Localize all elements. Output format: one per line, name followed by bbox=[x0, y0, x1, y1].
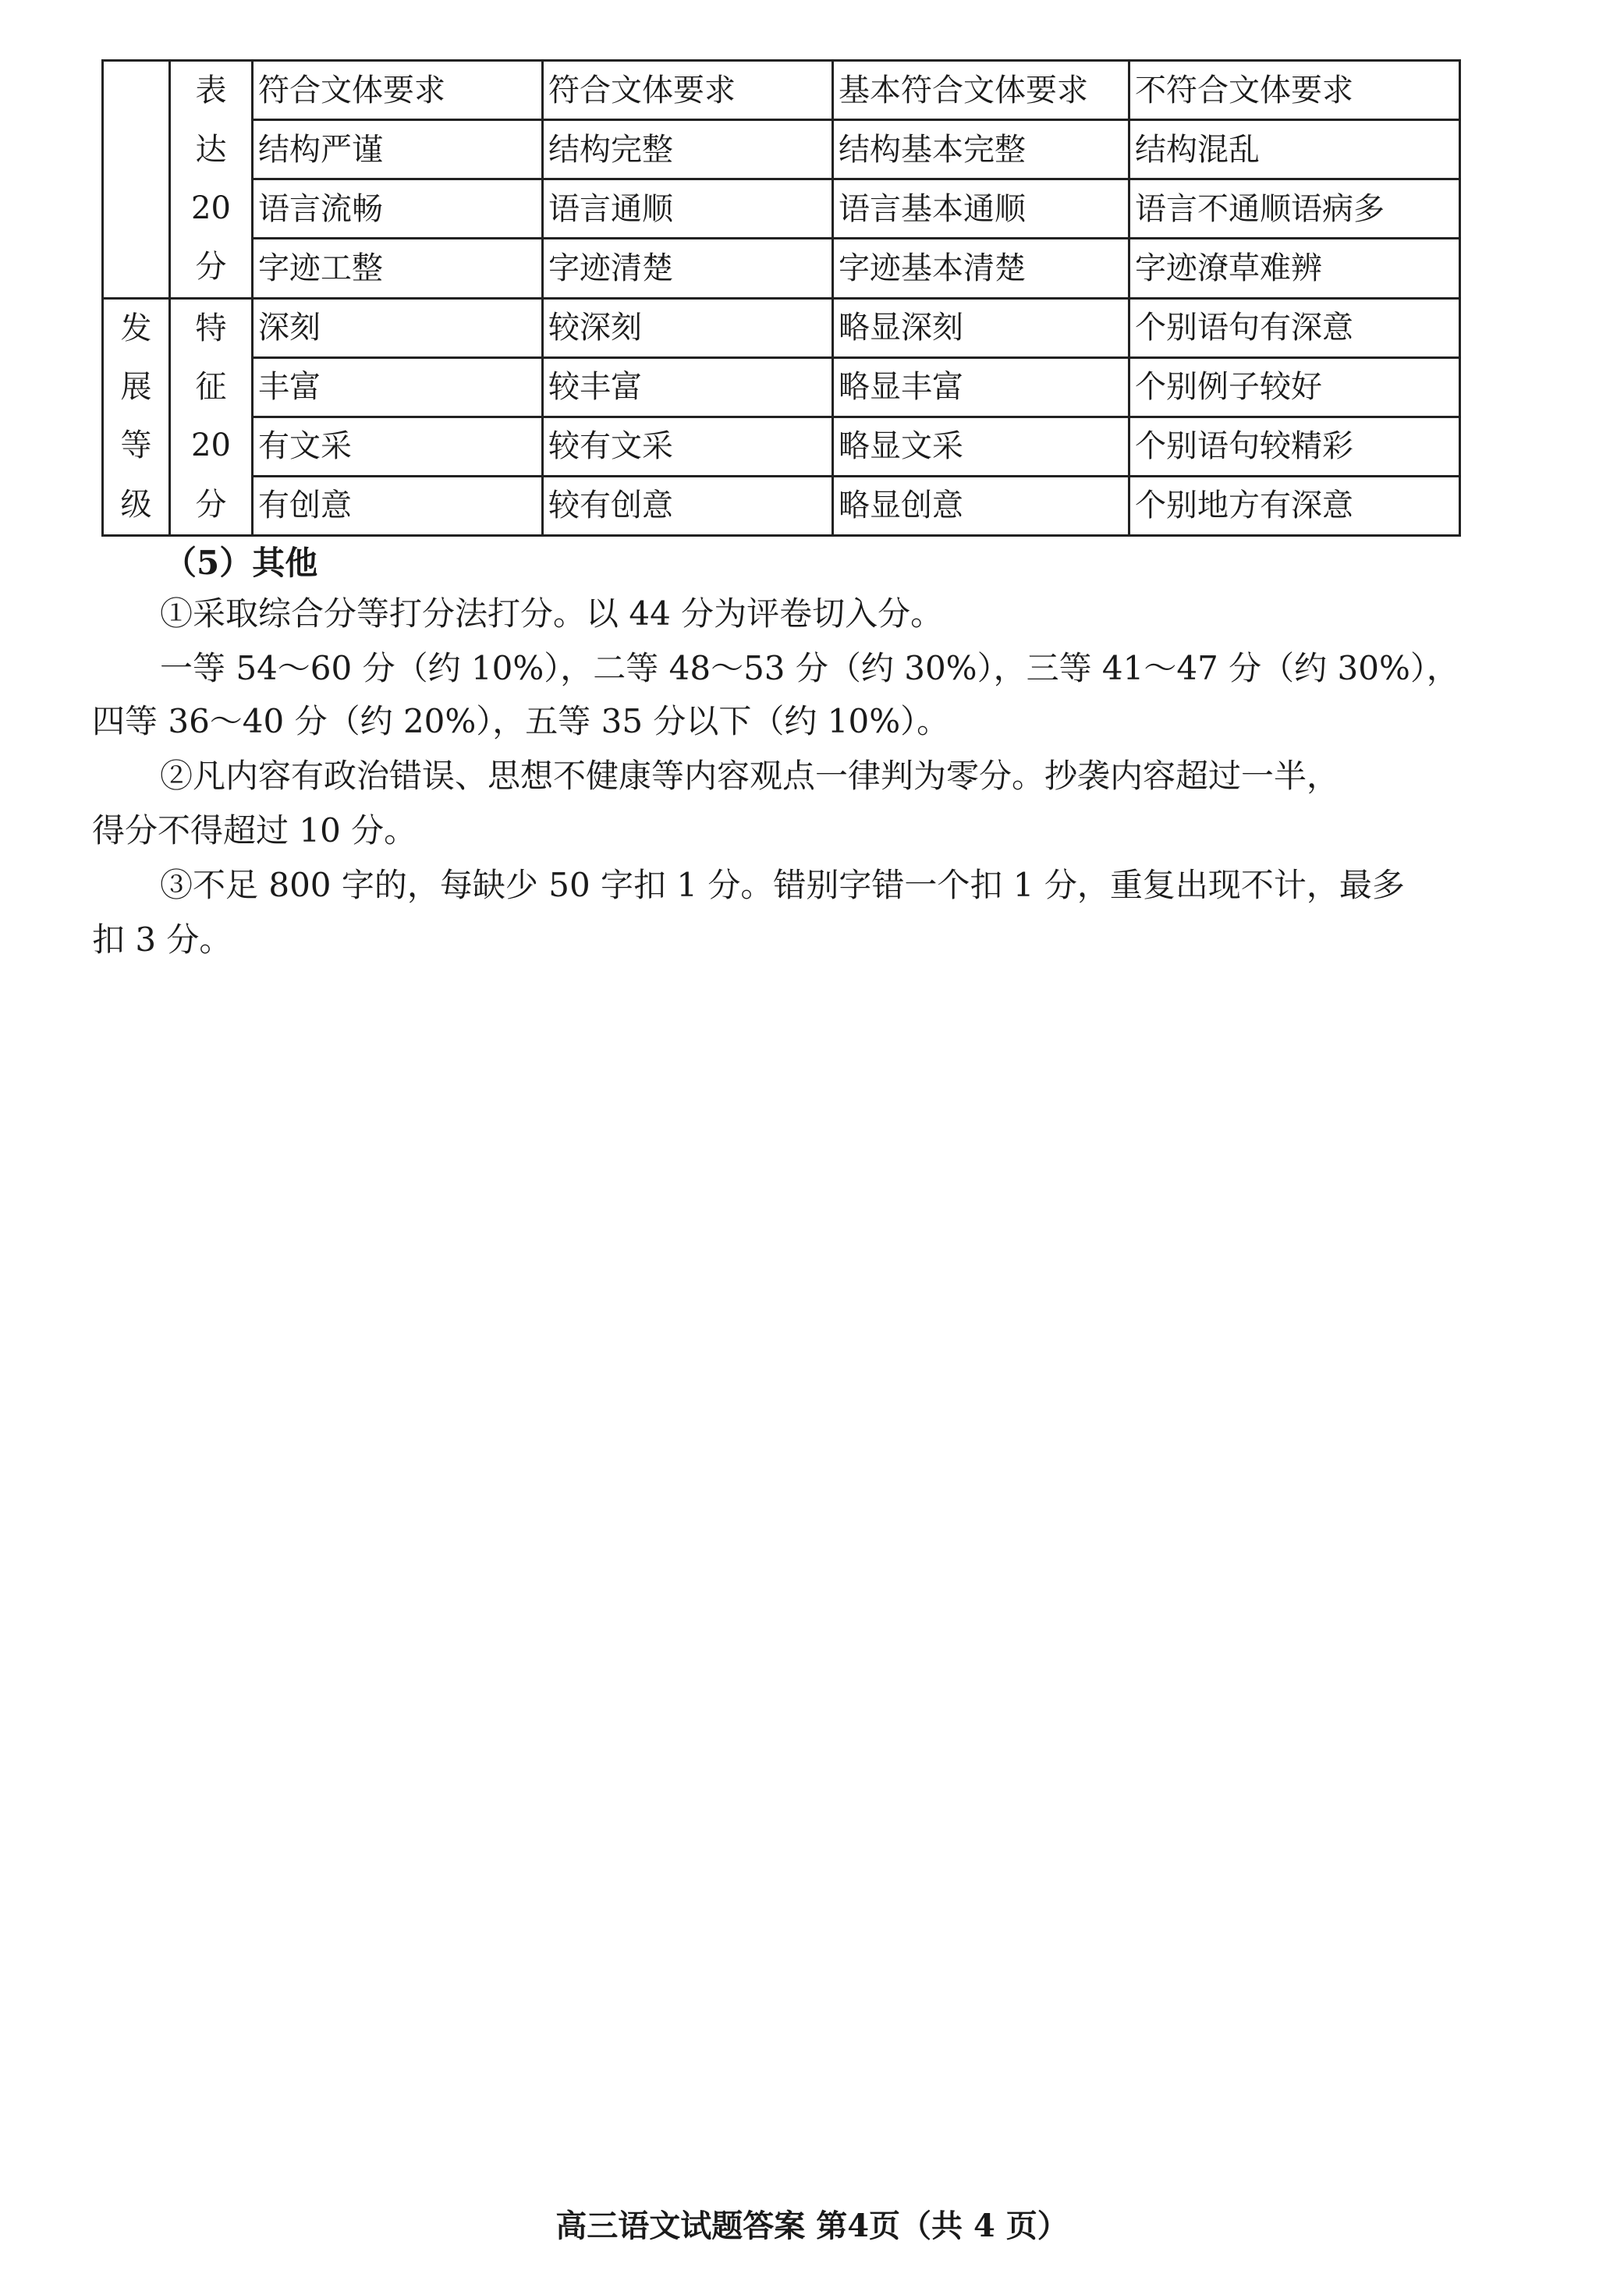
scoring-rubric-table bbox=[101, 59, 1461, 537]
rubric-cell: 结构基本完整 bbox=[833, 120, 1129, 179]
rubric-cell: 不符合文体要求 bbox=[1129, 61, 1460, 120]
rubric-cell: 字迹清楚 bbox=[543, 239, 833, 298]
rubric-cell: 略显丰富 bbox=[833, 357, 1129, 417]
rubric-cell: 丰富 bbox=[253, 357, 543, 417]
paragraph: 扣 3 分。 bbox=[92, 920, 232, 959]
paragraph: ③不足 800 字的，每缺少 50 字扣 1 分。错别字错一个扣 1 分，重复出现不计，最多 bbox=[160, 866, 1405, 904]
rubric-cell: 个别语句较精彩 bbox=[1129, 417, 1460, 476]
rubric-cell: 语言流畅 bbox=[253, 179, 543, 239]
rubric-cell: 结构完整 bbox=[543, 120, 833, 179]
rubric-cell: 有文采 bbox=[253, 417, 543, 476]
section-heading: （5）其他 bbox=[164, 544, 318, 582]
paragraph: ①采取综合分等打分法打分。以 44 分为评卷切入分。 bbox=[160, 594, 944, 633]
rubric-cell: 结构严谨 bbox=[253, 120, 543, 179]
rubric-cell: 有创意 bbox=[253, 476, 543, 535]
rubric-cell: 较有文采 bbox=[543, 417, 833, 476]
rubric-cell: 符合文体要求 bbox=[253, 61, 543, 120]
rubric-cell: 深刻 bbox=[253, 298, 543, 357]
rubric-cell: 略显深刻 bbox=[833, 298, 1129, 357]
rubric-cell: 个别地方有深意 bbox=[1129, 476, 1460, 535]
paragraph: ②凡内容有政治错误、思想不健康等内容观点一律判为零分。抄袭内容超过一半， bbox=[160, 757, 1340, 795]
paragraph: 一等 54～60 分（约 10%），二等 48～53 分（约 30%），三等 41～47 分（约 30%）， bbox=[160, 649, 1459, 687]
rubric-cell: 字迹潦草难辨 bbox=[1129, 239, 1460, 298]
rubric-cell: 个别例子较好 bbox=[1129, 357, 1460, 417]
rubric-cell: 字迹基本清楚 bbox=[833, 239, 1129, 298]
rubric-cell: 字迹工整 bbox=[253, 239, 543, 298]
paragraph: 得分不得超过 10 分。 bbox=[92, 811, 417, 849]
rubric-cell: 较丰富 bbox=[543, 357, 833, 417]
rubric-cell: 语言通顺 bbox=[543, 179, 833, 239]
rubric-category-development-level: 发 展 等 级 bbox=[103, 298, 170, 536]
page-footer: 高三语文试题答案 第4页（共 4 页） bbox=[555, 2208, 1069, 2244]
rubric-cell: 语言不通顺语病多 bbox=[1129, 179, 1460, 239]
rubric-cell: 结构混乱 bbox=[1129, 120, 1460, 179]
rubric-cell: 较深刻 bbox=[543, 298, 833, 357]
rubric-cell: 略显创意 bbox=[833, 476, 1129, 535]
rubric-cell: 基本符合文体要求 bbox=[833, 61, 1129, 120]
rubric-cell: 符合文体要求 bbox=[543, 61, 833, 120]
paragraph: 四等 36～40 分（约 20%），五等 35 分以下（约 10%）。 bbox=[92, 702, 950, 740]
rubric-cell: 个别语句有深意 bbox=[1129, 298, 1460, 357]
rubric-category-expression: 表 达 20 分 bbox=[170, 61, 253, 299]
rubric-cell: 语言基本通顺 bbox=[833, 179, 1129, 239]
rubric-outer-label-empty bbox=[103, 61, 170, 299]
rubric-cell: 略显文采 bbox=[833, 417, 1129, 476]
rubric-cell: 较有创意 bbox=[543, 476, 833, 535]
rubric-category-features: 特 征 20 分 bbox=[170, 298, 253, 536]
